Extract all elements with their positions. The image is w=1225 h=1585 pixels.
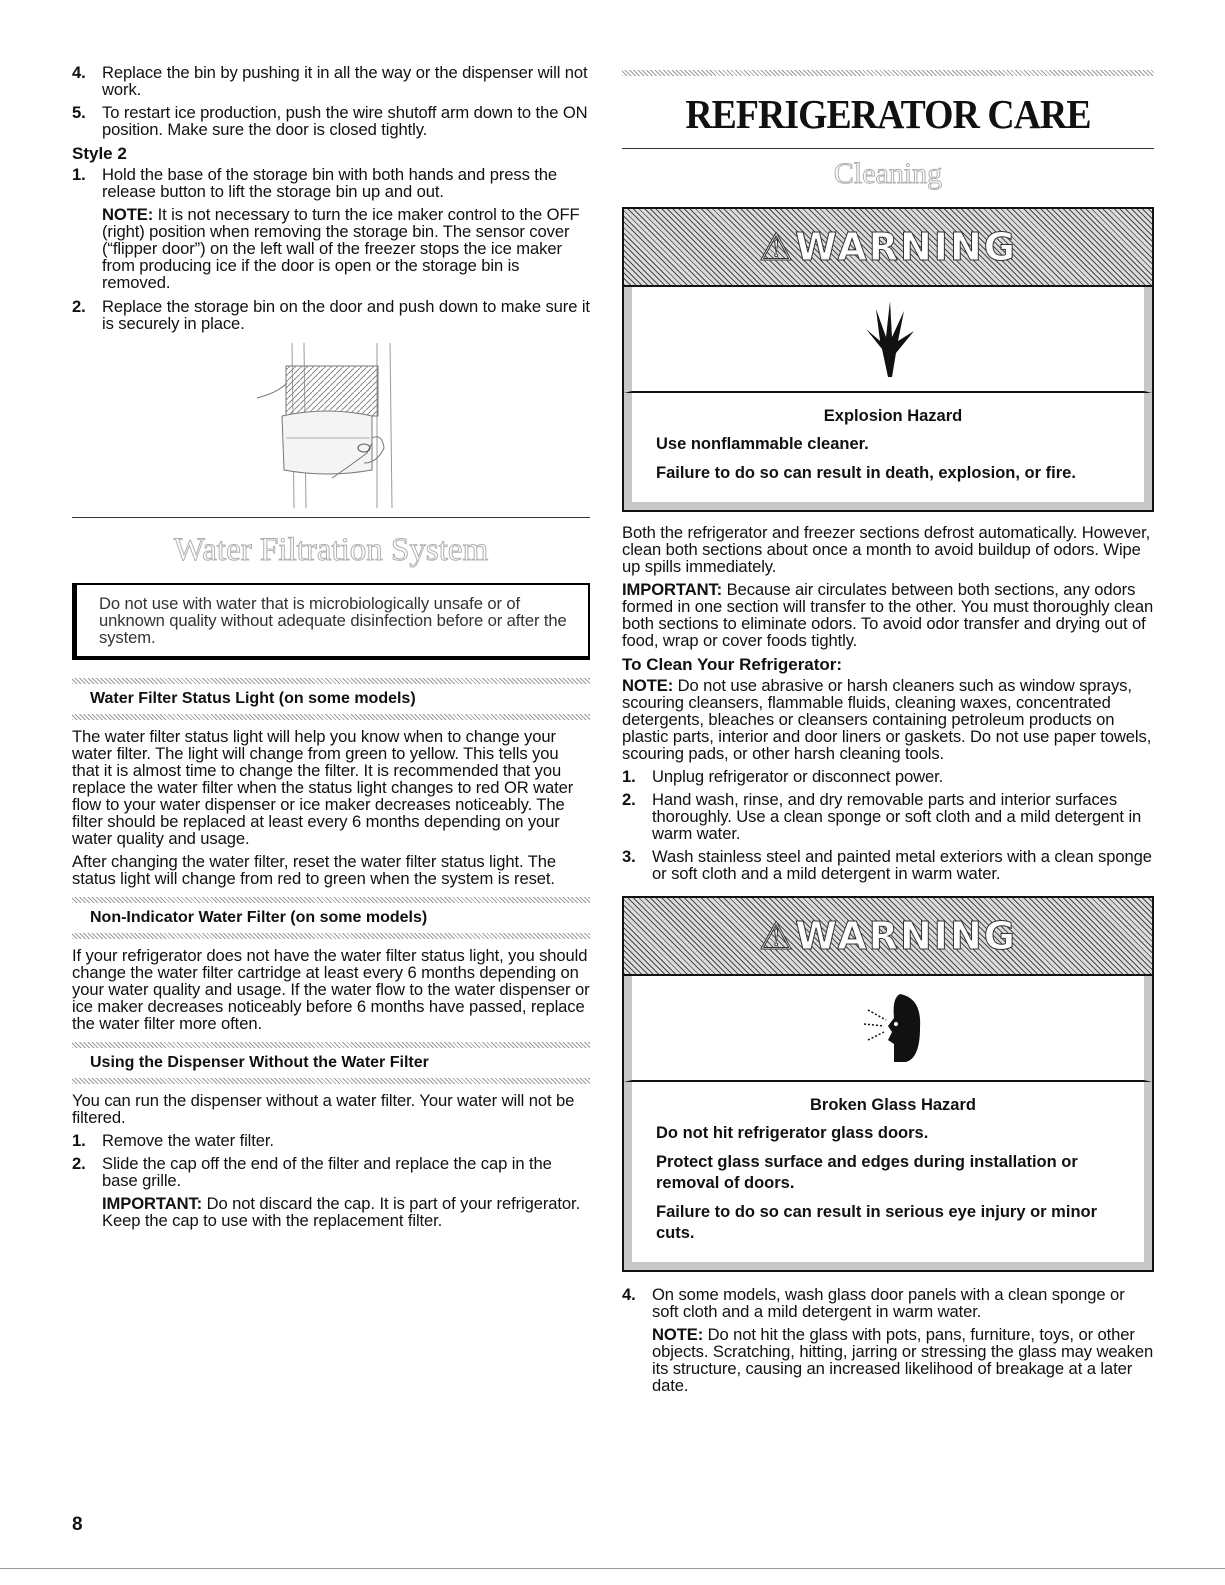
list-item: 5. To restart ice production, push the wire shutoff arm down to the ON position. Make sure the door is closed tightly. (72, 103, 588, 139)
right-column (622, 70, 1154, 1401)
paragraph: You can run the dispenser without a water filter. Your water will not be filtered. (72, 1091, 575, 1127)
paragraph: If your refrigerator does not have the water filter status light, you should change the water filter cartridge at least every 6 months depending on your water quality and usage. If the water flow to the water dispenser or ice maker decreases noticeably before 6 months have passed, replace the water filter more often. (72, 946, 590, 1033)
note: NOTE: It is not necessary to turn the ice maker control to the OFF (right) position when removing the storage bin. The sensor cover (“flipper door”) on the left wall of the freezer stops the ice maker from producing ice if the door is open or the storage bin is removed. (102, 205, 580, 292)
paragraph: After changing the water filter, reset the water filter status light. The status light will change from red to green when the system is reset. (72, 852, 556, 888)
list-item: 3. Wash stainless steel and painted metal exteriors with a clean sponge or soft cloth and a mild detergent in warm water. (622, 847, 1152, 883)
eye-injury-icon (624, 976, 1152, 1082)
cleaning-title: Cleaning (833, 157, 943, 190)
hatch-divider (622, 70, 1154, 76)
list-item: 1. Unplug refrigerator or disconnect power. (622, 767, 944, 786)
section-divider (72, 517, 590, 518)
warning-label: ⚠WARNING (759, 914, 1017, 958)
explosion-icon (624, 287, 1152, 393)
left-column (72, 64, 590, 1236)
list-item: 2. Slide the cap off the end of the filter and replace the cap in the base grille. (72, 1154, 552, 1190)
hatch-divider (72, 714, 590, 720)
list-item: 2. Replace the storage bin on the door and push down to make sure it is securely in place. (72, 297, 590, 333)
paragraph: IMPORTANT: Because air circulates between both sections, any odors formed in one section will transfer to the other. You must thoroughly clean both sections to eliminate odors. To avoid odor transfer and drying out of food, wrap or cover foods tightly. (622, 580, 1154, 650)
list-item: 2. Hand wash, rinse, and dry removable parts and interior surfaces thoroughly. Use a clean sponge or soft cloth and a mild detergent in warm water. (622, 790, 1142, 843)
warning-text: Broken Glass Hazard Do not hit refrigerator glass doors. Protect glass surface and edges during installation or removal of doors. Failure to do so can result in serious eye injury or minor cuts. (624, 1082, 1152, 1270)
hazard-title: Explosion Hazard (823, 407, 963, 425)
warning-text: Explosion Hazard Use nonflammable cleaner. Failure to do so can result in death, explosion, or fire. (624, 393, 1152, 510)
page-title: REFRIGERATOR CARE (685, 91, 1091, 137)
hatch-divider (72, 1078, 590, 1084)
warning-label: ⚠WARNING (759, 225, 1017, 269)
list-item: 4. On some models, wash glass door panels with a clean sponge or soft cloth and a mild detergent in warm water. (622, 1285, 1125, 1321)
warning-box-explosion (622, 207, 1154, 512)
note: NOTE: Do not hit the glass with pots, pans, furniture, toys, or other objects. Scratching, hitting, jarring or stressing the glass may weaken its structure, causing an increased likelihood of breakage at a later date. (652, 1325, 1154, 1395)
ice-bin-illustration (72, 338, 590, 513)
warning-banner (624, 209, 1152, 287)
style2-heading: Style 2 (72, 144, 127, 163)
status-light-heading: Water Filter Status Light (on some models) (90, 690, 416, 707)
hatch-divider (72, 933, 590, 939)
list-item: 1. Remove the water filter. (72, 1131, 274, 1150)
page-number: 8 (72, 1514, 83, 1535)
paragraph: The water filter status light will help you know when to change your water filter. The light will change from green to yellow. This tells you that it is almost time to change the filter. It is recommended that you replace the water filter when the status light changes to red OR water flow to your water dispenser or ice maker decreases noticeably. The filter should be replaced at least every 6 months depending on your water quality and usage. (72, 727, 574, 848)
non-indicator-heading: Non-Indicator Water Filter (on some models) (90, 909, 428, 926)
clean-heading: To Clean Your Refrigerator: (622, 655, 843, 674)
paragraph: NOTE: Do not use abrasive or harsh cleaners such as window sprays, scouring cleansers, flammable fluids, cleaning waxes, concentrated detergents, bleaches or cleansers containing petroleum products on plastic parts, interior and door liners or gaskets. Do not use paper towels, scouring pads, or other harsh cleaning tools. (622, 676, 1152, 763)
hazard-title: Broken Glass Hazard (810, 1096, 976, 1114)
water-safety-box: Do not use with water that is microbiologically unsafe or of unknown quality without adequate disinfection before or after the system. (72, 583, 590, 660)
page-bottom-rule (0, 1568, 1225, 1569)
list-item: 1. Hold the base of the storage bin with both hands and press the release button to lift the storage bin up and out. (72, 165, 558, 201)
water-filtration-title: Water Filtration System (173, 532, 489, 568)
section-divider (622, 148, 1154, 149)
warning-banner (624, 898, 1152, 976)
warning-box-glass (622, 896, 1154, 1272)
list-item: 4. Replace the bin by pushing it in all the way or the dispenser will not work. (72, 63, 588, 99)
using-dispenser-heading: Using the Dispenser Without the Water Filter (90, 1054, 429, 1071)
important-note: IMPORTANT: Do not discard the cap. It is part of your refrigerator. Keep the cap to use with the replacement filter. (102, 1194, 581, 1230)
paragraph: Both the refrigerator and freezer sections defrost automatically. However, clean both sections about once a month to avoid buildup of odors. Wipe up spills immediately. (622, 523, 1151, 576)
